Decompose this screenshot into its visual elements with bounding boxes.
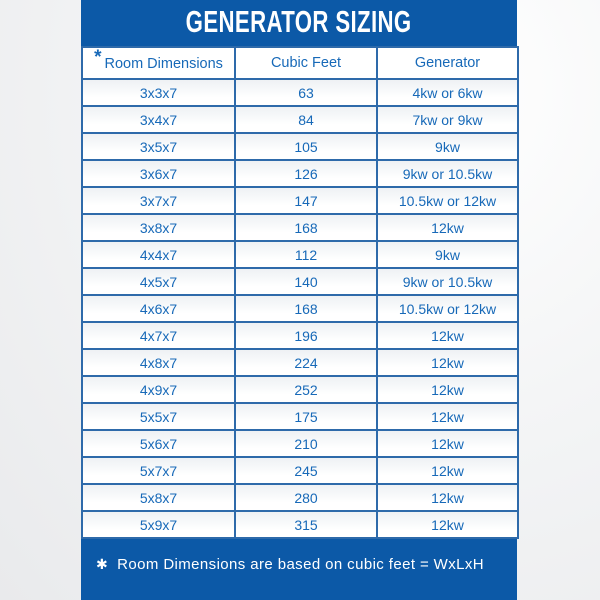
table-cell: 12kw <box>377 349 518 376</box>
table-row <box>82 295 518 322</box>
table-cell: 168 <box>235 295 377 322</box>
table-cell: 4x4x7 <box>82 241 235 268</box>
col-header-room-dimensions-label: Room Dimensions <box>104 56 223 72</box>
table-row <box>82 214 518 241</box>
table-cell: 3x3x7 <box>82 79 235 106</box>
table-cell: 12kw <box>377 403 518 430</box>
table-cell: 3x7x7 <box>82 187 235 214</box>
table-row <box>82 187 518 214</box>
table-cell: 3x5x7 <box>82 133 235 160</box>
table-body <box>82 79 518 538</box>
table-cell: 5x9x7 <box>82 511 235 538</box>
table-cell: 168 <box>235 214 377 241</box>
table-row <box>82 430 518 457</box>
table-row <box>82 160 518 187</box>
table-cell: 196 <box>235 322 377 349</box>
table-cell: 3x4x7 <box>82 106 235 133</box>
sizing-table <box>81 46 519 539</box>
col-header-room-dimensions <box>82 47 235 79</box>
table-cell: 12kw <box>377 322 518 349</box>
table-cell: 4x9x7 <box>82 376 235 403</box>
table-cell: 12kw <box>377 511 518 538</box>
table-row <box>82 457 518 484</box>
table-cell: 112 <box>235 241 377 268</box>
table-cell: 5x8x7 <box>82 484 235 511</box>
table-cell: 12kw <box>377 214 518 241</box>
table-cell: 315 <box>235 511 377 538</box>
table-row <box>82 79 518 106</box>
table-cell: 84 <box>235 106 377 133</box>
table-cell: 210 <box>235 430 377 457</box>
table-row <box>82 241 518 268</box>
table-cell: 5x7x7 <box>82 457 235 484</box>
col-header-cubic-feet: Cubic Feet <box>235 47 377 79</box>
table-cell: 12kw <box>377 457 518 484</box>
table-cell: 126 <box>235 160 377 187</box>
table-cell: 10.5kw or 12kw <box>377 187 518 214</box>
generator-sizing-panel <box>81 0 517 600</box>
table-cell: 12kw <box>377 376 518 403</box>
title-band <box>81 0 517 46</box>
table-row <box>82 403 518 430</box>
table-row <box>82 349 518 376</box>
table-cell: 4x6x7 <box>82 295 235 322</box>
table-cell: 3x8x7 <box>82 214 235 241</box>
table-cell: 140 <box>235 268 377 295</box>
table-cell: 5x5x7 <box>82 403 235 430</box>
table-row <box>82 268 518 295</box>
footnote-text: Room Dimensions are based on cubic feet = WxLxH <box>117 556 485 573</box>
table-cell: 9kw <box>377 133 518 160</box>
table-row <box>82 322 518 349</box>
table-row <box>82 484 518 511</box>
table-cell: 9kw or 10.5kw <box>377 268 518 295</box>
table-row <box>82 511 518 538</box>
col-header-generator: Generator <box>377 47 518 79</box>
table-cell: 4x8x7 <box>82 349 235 376</box>
table-row <box>82 376 518 403</box>
table-cell: 105 <box>235 133 377 160</box>
page-title: GENERATOR SIZING <box>186 5 412 40</box>
table-cell: 9kw or 10.5kw <box>377 160 518 187</box>
table-cell: 3x6x7 <box>82 160 235 187</box>
table-cell: 10.5kw or 12kw <box>377 295 518 322</box>
table-row <box>82 133 518 160</box>
table-cell: 5x6x7 <box>82 430 235 457</box>
table-cell: 12kw <box>377 430 518 457</box>
table-cell: 4kw or 6kw <box>377 79 518 106</box>
table-cell: 63 <box>235 79 377 106</box>
table-cell: 4x7x7 <box>82 322 235 349</box>
footnote-band <box>81 539 517 600</box>
footnote-asterisk-icon: ✱ <box>96 556 109 572</box>
table-cell: 175 <box>235 403 377 430</box>
table-cell: 4x5x7 <box>82 268 235 295</box>
table-header-row <box>82 47 518 79</box>
table-cell: 245 <box>235 457 377 484</box>
table-cell: 224 <box>235 349 377 376</box>
table-cell: 280 <box>235 484 377 511</box>
table-cell: 9kw <box>377 241 518 268</box>
table-row <box>82 106 518 133</box>
asterisk-marker: * <box>94 47 102 68</box>
table-cell: 12kw <box>377 484 518 511</box>
table-cell: 7kw or 9kw <box>377 106 518 133</box>
table-cell: 252 <box>235 376 377 403</box>
table-cell: 147 <box>235 187 377 214</box>
